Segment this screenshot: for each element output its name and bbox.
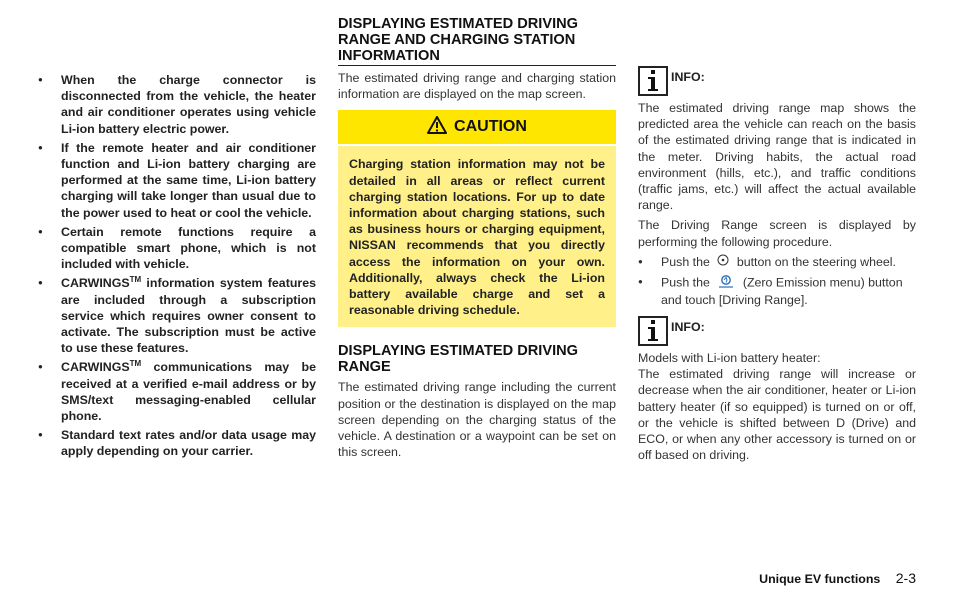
list-item <box>638 274 916 308</box>
warning-triangle-icon <box>427 116 447 139</box>
carwings-text: information system features are included through a subscription service which requires owner consent to activate. The subscription must be active to use these features. <box>61 276 316 356</box>
info-icon <box>638 316 668 346</box>
trademark: TM <box>129 359 142 369</box>
page-footer <box>759 570 916 586</box>
steering-button-icon <box>713 254 733 270</box>
step-text: (Zero Emission menu) button and touch [Driving Range]. <box>661 275 903 307</box>
section-text: The estimated driving range including the current position or the destination is displayed on the map screen depending on the charging status of the vehicle. A destination or a waypoint can be set on this screen. <box>338 380 616 460</box>
step-text: Push the <box>661 275 710 290</box>
list-item: ● If the remote heater and air conditioner function and Li-ion battery charging are performed at the same time, Li-ion battery charging will take longer than usual due to the power used to heat or cool the vehicle. <box>38 140 316 221</box>
caution-box <box>338 110 616 327</box>
left-bullet-list <box>38 72 316 460</box>
list-item <box>38 275 316 356</box>
section-heading: DISPLAYING ESTIMATED DRIVING RANGE AND CHARGING STATION INFORMATION <box>338 16 616 66</box>
info-label: INFO: <box>671 70 705 84</box>
carwings-text: communications may be received at a verified e-mail address or by SMS/text messaging-enabled cellular phone. <box>61 360 316 424</box>
info-header <box>638 316 916 346</box>
middle-column <box>338 16 616 460</box>
caution-title: CAUTION <box>454 118 527 136</box>
info-label: INFO: <box>671 320 705 335</box>
section-text: The estimated driving range and charging station information are displayed on the map screen. <box>338 71 616 102</box>
info-header <box>638 66 916 96</box>
step-text: Push the <box>661 254 710 269</box>
section-heading: DISPLAYING ESTIMATED DRIVING RANGE <box>338 343 579 376</box>
list-item: ● When the charge connector is disconnected from the vehicle, the heater and air conditioner operates using vehicle Li-ion battery electric power. <box>38 72 316 137</box>
trademark: TM <box>129 275 142 285</box>
footer-section-title: Unique EV functions <box>759 572 881 586</box>
info-text: The Driving Range screen is displayed by performing the following procedure. <box>638 218 916 249</box>
info-icon <box>638 66 668 96</box>
list-item <box>38 359 316 424</box>
list-item <box>638 254 916 271</box>
procedure-list <box>638 254 916 308</box>
zero-emission-icon <box>713 274 739 292</box>
carwings-name: CARWINGS <box>61 360 130 375</box>
step-text: button on the steering wheel. <box>736 254 896 269</box>
page-number: 2-3 <box>895 570 916 586</box>
info-text: The estimated driving range map shows the predicted area the vehicle can reach on the basis of the estimated driving range that is indicated in the meter. Driving habits, the actual road environment (hills, etc.), and traffic conditions (traffic jams, etc.) will affect the actual available range. <box>638 101 916 213</box>
list-item: ● Certain remote functions require a compatible smart phone, which is not included with vehicle. <box>38 224 316 273</box>
right-column <box>638 66 916 463</box>
carwings-name: CARWINGS <box>61 276 130 291</box>
info-text: The estimated driving range will increase or decrease when the air conditioner, heater or Li-ion battery heater (if so equipped) is turned on or off, or the vehicle is shifted between D (Drive) and ECO, or when any other accessory is turned on or off based on driving. <box>638 367 916 463</box>
list-item: ● Standard text rates and/or data usage may apply depending on your carrier. <box>38 427 316 459</box>
caution-text: Charging station information may not be detailed in all areas or reflect current charging station locations. For up to date information about charging stations, such as business hours or charging equipment, NISSAN recommends that you directly access the information on your own. Additionally, always check the Li-ion battery available charge and set a reasonable driving schedule. <box>338 146 616 327</box>
info-text: Models with Li-ion battery heater: <box>638 351 821 366</box>
left-column <box>38 72 316 463</box>
caution-header <box>338 110 616 146</box>
